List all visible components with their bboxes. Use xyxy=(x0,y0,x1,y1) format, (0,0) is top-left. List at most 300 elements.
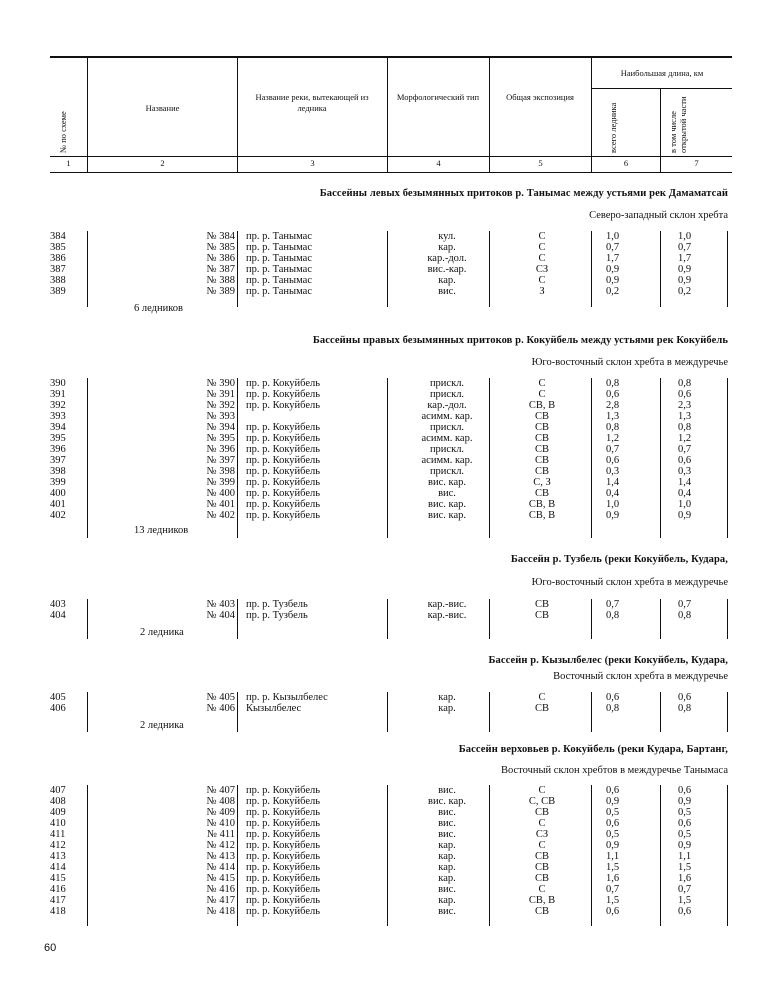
column-rule xyxy=(237,231,238,307)
table-cell: 0,6 xyxy=(606,785,620,796)
section-rows xyxy=(50,378,732,542)
table-cell: 0,9 xyxy=(606,796,620,807)
table-cell: 1,4 xyxy=(606,477,620,488)
table-cell: № 398 xyxy=(206,466,235,477)
table-cell: 0,9 xyxy=(678,840,692,851)
table-cell: асимм. кар. xyxy=(421,455,473,466)
table-cell: Кызылбелес xyxy=(246,703,302,714)
table-cell: пр. р. Кокуйбель xyxy=(246,884,321,895)
table-cell: 1,5 xyxy=(606,895,620,906)
table-cell: С xyxy=(538,785,546,796)
table-cell: СВ xyxy=(534,851,549,862)
table-cell: 417 xyxy=(50,895,66,906)
table-cell: кар. xyxy=(438,851,456,862)
table-cell: 0,2 xyxy=(678,286,692,297)
table-cell: 412 xyxy=(50,840,66,851)
table-cell: кул. xyxy=(438,231,456,242)
table-cell: кар. xyxy=(438,840,456,851)
column-rule xyxy=(87,692,88,732)
column-length-open xyxy=(678,231,718,297)
table-cell: 391 xyxy=(50,389,66,400)
table-cell: пр. р. Кокуйбель xyxy=(246,466,321,477)
table-cell: 401 xyxy=(50,499,66,510)
section-count: 2 ледника xyxy=(140,627,184,638)
table-cell: пр. р. Танымас xyxy=(246,264,312,275)
column-length-open xyxy=(678,785,718,917)
table-cell: СВ xyxy=(534,422,549,433)
table-cell: СВ xyxy=(534,873,549,884)
table-cell: 0,9 xyxy=(678,510,692,521)
table-cell: С, З xyxy=(533,477,551,488)
table-cell: 394 xyxy=(50,422,66,433)
table-cell: кар. xyxy=(438,862,456,873)
page-number: 60 xyxy=(44,942,57,954)
column-exposition xyxy=(497,378,587,521)
table-cell: 0,9 xyxy=(606,510,620,521)
table-cell: № 388 xyxy=(206,275,235,286)
table-cell: 2,8 xyxy=(606,400,620,411)
table-cell: 410 xyxy=(50,818,66,829)
table-cell: 0,7 xyxy=(606,444,620,455)
table-cell: 386 xyxy=(50,253,66,264)
header-col5: Общая экспозиция xyxy=(506,92,574,102)
table-cell: пр. р. Кокуйбель xyxy=(246,862,321,873)
table-cell: СЗ xyxy=(535,829,549,840)
table-cell: № 404 xyxy=(206,610,235,621)
table-cell: 1,6 xyxy=(606,873,620,884)
table-cell: 405 xyxy=(50,692,66,703)
table-cell: 0,6 xyxy=(606,906,620,917)
column-length-total xyxy=(606,231,646,297)
section-rows xyxy=(50,231,732,311)
table-cell: пр. р. Кокуйбель xyxy=(246,840,321,851)
table-cell: № 395 xyxy=(206,433,235,444)
table-cell: 0,8 xyxy=(606,422,620,433)
table-cell: № 391 xyxy=(206,389,235,400)
table-cell: № 396 xyxy=(206,444,235,455)
table-cell: СЗ xyxy=(535,264,549,275)
table-cell: 413 xyxy=(50,851,66,862)
table-cell: 0,8 xyxy=(678,610,692,621)
header-num: 4 xyxy=(436,158,441,168)
table-cell xyxy=(246,411,396,422)
table-cell: пр. р. Кокуйбель xyxy=(246,829,321,840)
section-subtitle: Восточный склон хребта в междуречье xyxy=(553,671,728,682)
table-cell: СВ xyxy=(534,862,549,873)
header-col67: Наибольшая длина, км xyxy=(620,68,704,78)
table-cell: пр. р. Кокуйбель xyxy=(246,488,321,499)
column-glacier-name xyxy=(135,785,235,917)
table-cell: СВ xyxy=(534,444,549,455)
table-cell: 409 xyxy=(50,807,66,818)
table-cell: 411 xyxy=(50,829,66,840)
table-cell: пр. р. Кокуйбель xyxy=(246,389,321,400)
column-morphologic-type xyxy=(387,692,507,714)
column-rule xyxy=(237,692,238,732)
table-cell: 393 xyxy=(50,411,66,422)
table-cell: пр. р. Кокуйбель xyxy=(246,378,321,389)
table-cell: № 408 xyxy=(206,796,235,807)
header-col3: Название реки, вытекающей из ледника xyxy=(255,92,369,113)
table-cell: 1,3 xyxy=(678,411,692,422)
table-cell: 1,0 xyxy=(678,231,692,242)
table-cell: пр. р. Кокуйбель xyxy=(246,818,321,829)
table-cell: 402 xyxy=(50,510,66,521)
table-cell: пр. р. Кызылбелес xyxy=(246,692,328,703)
section-count: 2 ледника xyxy=(140,720,184,731)
table-cell: пр. р. Кокуйбель xyxy=(246,807,321,818)
table-cell: № 387 xyxy=(206,264,235,275)
table-cell: СВ xyxy=(534,488,549,499)
table-cell: 388 xyxy=(50,275,66,286)
column-rule xyxy=(660,785,661,926)
section-count: 6 ледников xyxy=(134,303,183,314)
table-cell: кар. xyxy=(438,703,456,714)
table-cell: № 401 xyxy=(206,499,235,510)
column-scheme-number xyxy=(50,599,86,621)
table-cell: пр. р. Кокуйбель xyxy=(246,873,321,884)
table-cell: 0,7 xyxy=(678,884,692,895)
table-cell: 1,0 xyxy=(678,499,692,510)
column-rule xyxy=(660,692,661,732)
column-glacier-name xyxy=(135,692,235,714)
table-cell: СВ xyxy=(534,433,549,444)
table-cell: 1,5 xyxy=(678,895,692,906)
table-cell: 406 xyxy=(50,703,66,714)
column-river-name xyxy=(246,692,396,714)
table-cell: № 392 xyxy=(206,400,235,411)
column-scheme-number xyxy=(50,231,86,297)
column-rule xyxy=(727,599,728,639)
table-cell: № 400 xyxy=(206,488,235,499)
column-length-total xyxy=(606,785,646,917)
column-rule xyxy=(591,785,592,926)
table-cell: № 411 xyxy=(206,829,235,840)
table-cell: пр. р. Кокуйбель xyxy=(246,785,321,796)
table-cell: вис.-кар. xyxy=(427,264,467,275)
table-cell: асимм. кар. xyxy=(421,411,473,422)
table-cell: № 389 xyxy=(206,286,235,297)
table-cell: С xyxy=(538,884,546,895)
table-cell: 0,6 xyxy=(678,692,692,703)
table-cell: 0,5 xyxy=(678,807,692,818)
table-cell: 0,8 xyxy=(678,422,692,433)
table-cell: СВ, В xyxy=(528,895,556,906)
table-cell: 399 xyxy=(50,477,66,488)
section-title: Бассейн р. Кызылбелес (реки Кокуйбель, Кудара, xyxy=(488,655,728,666)
table-cell: 0,7 xyxy=(606,599,620,610)
table-cell: СВ, В xyxy=(528,400,556,411)
table-cell: № 390 xyxy=(206,378,235,389)
table-cell: № 416 xyxy=(206,884,235,895)
table-cell: СВ xyxy=(534,906,549,917)
table-cell: № 415 xyxy=(206,873,235,884)
table-cell: 0,6 xyxy=(678,455,692,466)
column-rule xyxy=(660,599,661,639)
table-cell: 0,9 xyxy=(678,796,692,807)
table-cell: 0,4 xyxy=(678,488,692,499)
column-exposition xyxy=(497,785,587,917)
table-cell: 0,8 xyxy=(606,378,620,389)
column-scheme-number xyxy=(50,692,86,714)
column-rule xyxy=(87,785,88,926)
column-rule xyxy=(87,599,88,639)
section-rows xyxy=(50,785,732,930)
table-cell: 0,5 xyxy=(606,829,620,840)
table-cell: 0,7 xyxy=(606,242,620,253)
column-rule xyxy=(727,785,728,926)
column-morphologic-type xyxy=(387,599,507,621)
table-cell: пр. р. Кокуйбель xyxy=(246,422,321,433)
table-cell: кар. xyxy=(438,275,456,286)
table-cell: вис. xyxy=(438,807,456,818)
section-subtitle: Юго-восточный склон хребта в междуречье xyxy=(531,357,728,368)
table-cell: 0,7 xyxy=(678,242,692,253)
table-cell: кар. xyxy=(438,895,456,906)
table-cell: 0,4 xyxy=(606,488,620,499)
table-cell: № 397 xyxy=(206,455,235,466)
table-cell: 397 xyxy=(50,455,66,466)
header-col4: Морфологический тип xyxy=(396,92,480,102)
table-cell: С xyxy=(538,818,546,829)
section-title: Бассейн р. Тузбель (реки Кокуйбель, Кудара, xyxy=(510,554,728,565)
table-cell: кар.-вис. xyxy=(427,610,467,621)
header-col-divider xyxy=(237,57,238,172)
table-cell: 1,6 xyxy=(678,873,692,884)
table-cell: 0,8 xyxy=(678,378,692,389)
table-cell: З xyxy=(539,286,545,297)
column-scheme-number xyxy=(50,378,86,521)
table-cell: вис. xyxy=(438,906,456,917)
table-cell: пр. р. Тузбель xyxy=(246,599,308,610)
table-cell: С xyxy=(538,389,546,400)
table-cell: 400 xyxy=(50,488,66,499)
table-cell: № 413 xyxy=(206,851,235,862)
table-cell: 387 xyxy=(50,264,66,275)
table-cell: пр. р. Кокуйбель xyxy=(246,400,321,411)
header-col2: Название xyxy=(145,103,180,113)
column-scheme-number xyxy=(50,785,86,917)
column-rule xyxy=(237,785,238,926)
header-col-divider xyxy=(387,57,388,172)
column-length-total xyxy=(606,692,646,714)
column-rule xyxy=(727,692,728,732)
table-cell: 1,2 xyxy=(678,433,692,444)
table-cell: пр. р. Кокуйбель xyxy=(246,510,321,521)
column-river-name xyxy=(246,599,396,621)
table-cell: 392 xyxy=(50,400,66,411)
table-cell: № 393 xyxy=(206,411,235,422)
table-cell: СВ, В xyxy=(528,510,556,521)
table-cell: вис. кар. xyxy=(428,499,466,510)
table-cell: 1,1 xyxy=(606,851,620,862)
table-cell: № 405 xyxy=(206,692,235,703)
table-cell: прискл. xyxy=(429,378,465,389)
table-cell: кар. xyxy=(438,242,456,253)
table-cell: 1,0 xyxy=(606,231,620,242)
column-length-total xyxy=(606,378,646,521)
table-cell: 0,3 xyxy=(678,466,692,477)
header-bottom-rule xyxy=(50,156,732,157)
table-cell: пр. р. Танымас xyxy=(246,242,312,253)
table-cell: пр. р. Кокуйбель xyxy=(246,455,321,466)
header-top-rule xyxy=(50,56,732,58)
table-cell: СВ, В xyxy=(528,499,556,510)
table-cell: вис. кар. xyxy=(428,477,466,488)
header-col-divider xyxy=(489,57,490,172)
table-cell: С xyxy=(538,231,546,242)
table-cell: № 407 xyxy=(206,785,235,796)
column-rule xyxy=(727,231,728,307)
table-cell: 0,7 xyxy=(606,884,620,895)
table-cell: 398 xyxy=(50,466,66,477)
table-cell: СВ xyxy=(534,703,549,714)
table-cell: прискл. xyxy=(429,422,465,433)
column-rule xyxy=(727,378,728,538)
table-cell: вис. xyxy=(438,488,456,499)
table-cell: 408 xyxy=(50,796,66,807)
column-length-open xyxy=(678,692,718,714)
table-cell: 414 xyxy=(50,862,66,873)
table-cell: 0,7 xyxy=(678,599,692,610)
column-rule xyxy=(591,692,592,732)
table-cell: 0,9 xyxy=(678,275,692,286)
table-cell: пр. р. Танымас xyxy=(246,231,312,242)
column-rule xyxy=(660,378,661,538)
table-cell: 1,4 xyxy=(678,477,692,488)
column-river-name xyxy=(246,231,396,297)
table-cell: кар. xyxy=(438,873,456,884)
table-cell: № 406 xyxy=(206,703,235,714)
table-cell: 0,6 xyxy=(678,389,692,400)
table-cell: пр. р. Кокуйбель xyxy=(246,444,321,455)
table-cell: пр. р. Танымас xyxy=(246,253,312,264)
table-cell: прискл. xyxy=(429,389,465,400)
table-cell: 418 xyxy=(50,906,66,917)
table-cell: 1,0 xyxy=(606,499,620,510)
table-cell: № 402 xyxy=(206,510,235,521)
table-cell: асимм. кар. xyxy=(421,433,473,444)
column-glacier-name xyxy=(135,231,235,297)
header-number-rule xyxy=(50,172,732,173)
table-cell: вис. xyxy=(438,785,456,796)
column-length-open xyxy=(678,599,718,621)
table-cell: 384 xyxy=(50,231,66,242)
table-cell: № 394 xyxy=(206,422,235,433)
table-cell: 416 xyxy=(50,884,66,895)
table-cell: 0,8 xyxy=(678,703,692,714)
section-subtitle: Восточный склон хребтов в междуречье Танымаса xyxy=(501,765,728,776)
table-cell: 0,9 xyxy=(678,264,692,275)
table-cell: пр. р. Кокуйбель xyxy=(246,796,321,807)
table-cell: 0,9 xyxy=(606,264,620,275)
column-river-name xyxy=(246,785,396,917)
table-cell: 1,3 xyxy=(606,411,620,422)
table-cell: вис. кар. xyxy=(428,796,466,807)
length-subheader-rule xyxy=(591,88,732,89)
table-cell: 0,6 xyxy=(606,455,620,466)
column-rule xyxy=(660,231,661,307)
section-title: Бассейны правых безымянных притоков р. Кокуйбель между устьями рек Кокуйбель xyxy=(312,335,728,346)
column-length-total xyxy=(606,599,646,621)
column-rule xyxy=(87,231,88,307)
table-cell: № 403 xyxy=(206,599,235,610)
table-cell: кар.-вис. xyxy=(427,599,467,610)
table-cell: № 385 xyxy=(206,242,235,253)
section-title: Бассейн верховьев р. Кокуйбель (реки Кудара, Бартанг, xyxy=(458,744,728,755)
table-cell: № 386 xyxy=(206,253,235,264)
table-cell: № 384 xyxy=(206,231,235,242)
section-title: Бассейны левых безымянных притоков р. Танымас между устьями рек Дамаматсай xyxy=(319,188,728,199)
table-cell: 1,2 xyxy=(606,433,620,444)
table-cell: 0,6 xyxy=(606,389,620,400)
table-cell: № 418 xyxy=(206,906,235,917)
header-col-divider xyxy=(87,57,88,172)
header-num: 5 xyxy=(538,158,543,168)
table-cell: пр. р. Кокуйбель xyxy=(246,906,321,917)
table-cell: пр. р. Танымас xyxy=(246,286,312,297)
table-cell: 0,5 xyxy=(678,829,692,840)
column-rule xyxy=(237,599,238,639)
column-exposition xyxy=(497,692,587,714)
column-rule xyxy=(591,231,592,307)
table-cell: С xyxy=(538,253,546,264)
table-cell: 0,6 xyxy=(678,906,692,917)
column-morphologic-type xyxy=(387,231,507,297)
table-cell: 0,2 xyxy=(606,286,620,297)
column-morphologic-type xyxy=(387,378,507,521)
column-length-open xyxy=(678,378,718,521)
table-cell: 0,9 xyxy=(606,840,620,851)
table-cell: 403 xyxy=(50,599,66,610)
table-cell: СВ xyxy=(534,411,549,422)
table-cell: С xyxy=(538,242,546,253)
table-cell: 0,9 xyxy=(606,275,620,286)
table-cell: 1,7 xyxy=(606,253,620,264)
table-cell: прискл. xyxy=(429,444,465,455)
table-cell: 1,5 xyxy=(678,862,692,873)
table-cell: кар.-дол. xyxy=(427,400,467,411)
table-cell: 0,8 xyxy=(606,703,620,714)
table-cell: пр. р. Кокуйбель xyxy=(246,895,321,906)
table-cell: 2,3 xyxy=(678,400,692,411)
table-cell: вис. кар. xyxy=(428,510,466,521)
table-cell: 1,1 xyxy=(678,851,692,862)
table-cell: 0,6 xyxy=(678,785,692,796)
column-glacier-name xyxy=(135,378,235,521)
table-cell: СВ xyxy=(534,599,549,610)
table-cell: № 410 xyxy=(206,818,235,829)
table-cell: № 412 xyxy=(206,840,235,851)
table-cell: С xyxy=(538,378,546,389)
table-cell: СВ xyxy=(534,466,549,477)
header-num: 2 xyxy=(160,158,165,168)
table-cell: С xyxy=(538,275,546,286)
table-cell: вис. xyxy=(438,884,456,895)
table-cell: 0,5 xyxy=(606,807,620,818)
column-exposition xyxy=(497,231,587,297)
table-cell: 1,5 xyxy=(606,862,620,873)
column-rule xyxy=(87,378,88,538)
header-col1: № по схеме xyxy=(58,111,68,153)
table-cell: пр. р. Кокуйбель xyxy=(246,499,321,510)
column-exposition xyxy=(497,599,587,621)
table-cell: 415 xyxy=(50,873,66,884)
table-cell: С xyxy=(538,692,546,703)
table-cell: 395 xyxy=(50,433,66,444)
table-cell: вис. xyxy=(438,818,456,829)
section-subtitle: Северо-западный склон хребта xyxy=(589,210,728,221)
